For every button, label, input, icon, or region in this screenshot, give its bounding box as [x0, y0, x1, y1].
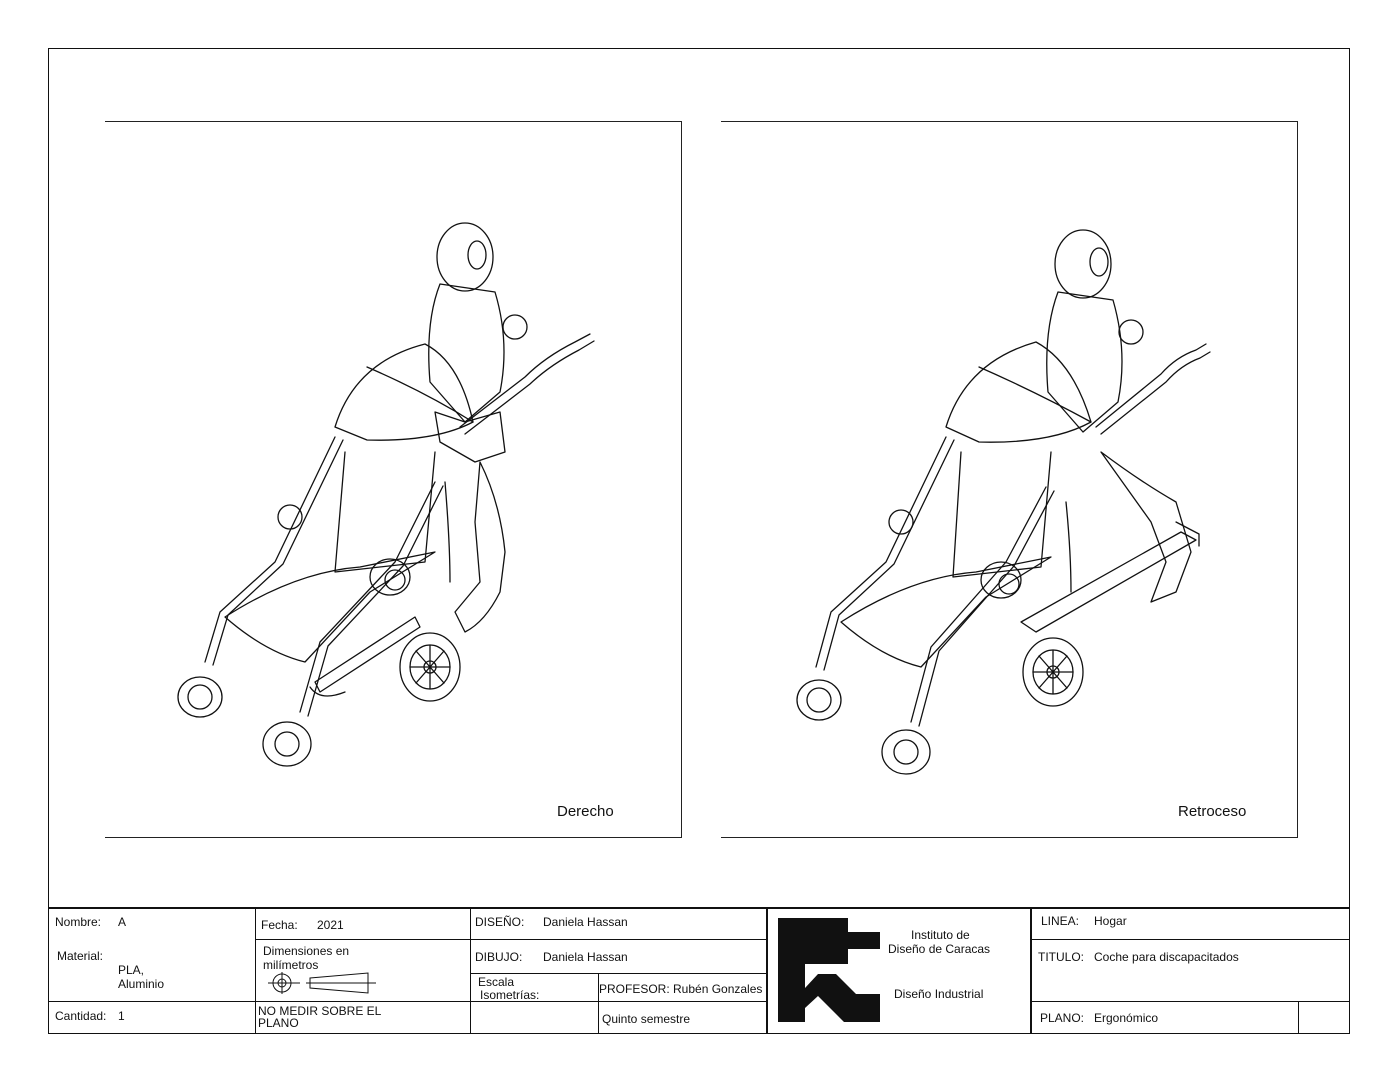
- institute-name-2: Diseño de Caracas: [888, 942, 991, 956]
- frame-left: [816, 437, 946, 667]
- linea-label: LINEA:: [1041, 914, 1080, 928]
- brake-hub: [370, 559, 410, 595]
- canopy: [946, 342, 1091, 442]
- handlebar: [1096, 344, 1206, 427]
- wheel-front-right: [882, 730, 930, 774]
- view-retroceso: [721, 121, 1298, 838]
- fecha-label: Fecha:: [261, 918, 298, 932]
- no-medir-line-2: PLANO: [258, 1016, 299, 1030]
- figure-head: [1055, 230, 1111, 298]
- figure-torso: [1047, 292, 1122, 432]
- escala-line-2: Isometrías:: [480, 988, 540, 1002]
- cantidad-label: Cantidad:: [55, 1009, 107, 1023]
- profesor-value: Rubén Gonzales: [673, 982, 763, 996]
- institute-name-1: Instituto de: [911, 928, 970, 942]
- rear-platform: [1021, 532, 1196, 632]
- title-block: [48, 907, 1350, 1034]
- diseno-label: DISEÑO:: [475, 915, 525, 929]
- figure-leg: [455, 462, 505, 632]
- no-medir-line-1: NO MEDIR SOBRE EL: [258, 1004, 382, 1018]
- wheel-front-left: [797, 680, 841, 720]
- view-derecho: [105, 121, 682, 838]
- seat: [225, 552, 435, 662]
- plano-value: Ergonómico: [1094, 1011, 1159, 1025]
- dibujo-value: Daniela Hassan: [543, 950, 628, 964]
- fecha-value: 2021: [317, 918, 344, 932]
- wheel-rear: [1023, 638, 1083, 706]
- canopy: [335, 344, 473, 440]
- wheel-rear: [400, 633, 460, 701]
- wheel-front-right: [263, 722, 311, 766]
- profesor-label: PROFESOR:: [599, 982, 670, 996]
- plano-label: PLANO:: [1040, 1011, 1085, 1025]
- view-label: Retroceso: [1178, 803, 1247, 820]
- dibujo-label: DIBUJO:: [475, 950, 523, 964]
- frame-right: [300, 482, 435, 712]
- handlebar: [460, 334, 590, 427]
- figure-leg: [1101, 452, 1191, 602]
- stroller-drawing-right: [105, 122, 682, 839]
- material-value-1: PLA,: [118, 963, 145, 977]
- institute-department: Diseño Industrial: [894, 987, 984, 1001]
- titulo-label: TITULO:: [1038, 950, 1085, 964]
- escala-line-1: Escala: [478, 975, 515, 989]
- material-value-2: Aluminio: [118, 977, 165, 991]
- diseno-value: Daniela Hassan: [543, 915, 628, 929]
- linea-value: Hogar: [1094, 914, 1127, 928]
- titulo-value: Coche para discapacitados: [1094, 950, 1239, 964]
- nombre-label: Nombre:: [55, 915, 102, 929]
- semestre: Quinto semestre: [602, 1012, 691, 1026]
- view-label: Derecho: [557, 803, 614, 820]
- nombre-value: A: [118, 915, 127, 929]
- stroller-drawing-back: [721, 122, 1298, 839]
- wheel-front-left: [178, 677, 222, 717]
- projection-symbol-icon: [266, 971, 386, 995]
- material-label: Material:: [57, 949, 104, 963]
- cantidad-value: 1: [118, 1009, 125, 1023]
- figure-head: [437, 223, 493, 291]
- dimensiones-line-2: milímetros: [263, 958, 319, 972]
- institute-logo: [778, 918, 888, 1024]
- dimensiones-line-1: Dimensiones en: [263, 944, 350, 958]
